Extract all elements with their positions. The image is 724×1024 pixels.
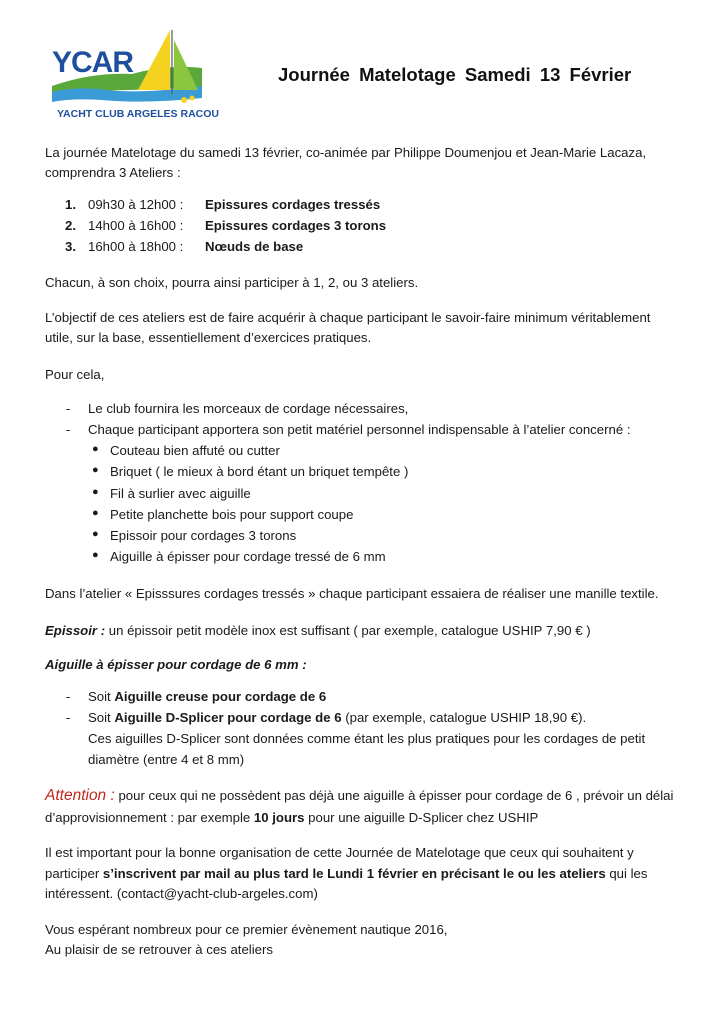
needle-item [88,710,586,725]
textile-text: Dans l’atelier « Episssures cordages tressés » chaque participant essaiera de réaliser une manille textile. [45,586,659,601]
equipment-item: Aiguille à épisser pour cordage tressé de 6 mm [110,549,386,564]
ycar-logo [52,28,219,124]
for-this-text: Pour cela, [45,367,105,382]
workshop-number: 1. [65,197,76,212]
registration-deadline: s’inscrivent par mail au plus tard le Lundi 1 février en précisant le ou les ateliers [102,866,606,881]
bullet-icon: ● [92,549,99,561]
needle-item-name: Aiguille creuse pour cordage de 6 [114,689,327,704]
workshop-name: Nœuds de base [205,239,304,254]
epissoir-label: Epissoir : [45,623,106,638]
bullet-icon: ● [92,486,99,498]
closing-line-2: Au plaisir de se retrouver à ces ateliers [45,942,273,957]
intro-line-1: La journée Matelotage du samedi 13 février, co-animée par Philippe Doumenjou et Jean-Marie Lacaza, [45,145,647,160]
workshop-item [65,239,303,254]
workshop-number: 3. [65,239,76,254]
registration-line-1: Il est important pour la bonne organisation de cette Journée de Matelotage que ceux qui souhaitent y [45,845,634,860]
needle-item-prefix: Soit [88,689,115,704]
workshop-name: Epissures cordages tressés [205,197,381,212]
needle-note-line-1: Ces aiguilles D-Splicer sont données comme étant les plus pratiques pour les cordages de petit [88,731,646,746]
registration-suffix: qui les [605,866,648,881]
needle-item-prefix: Soit [88,710,115,725]
objective-line-1: L’objectif de ces ateliers est de faire acquérir à chaque participant le savoir-faire minimum véritablement [45,310,651,325]
attention-line-1 [45,786,673,806]
dash-marker: - [66,422,71,437]
attention-prefix: d’approvisionnement : par exemple [45,810,254,825]
registration-prefix: participer [45,866,103,881]
bullet-icon: ● [92,507,99,519]
closing-line-1: Vous espérant nombreux pour ce premier évènement nautique 2016, [45,922,448,937]
needle-heading: Aiguille à épisser pour cordage de 6 mm : [45,657,307,672]
attention-label: Attention : [45,787,115,804]
objective-line-2: utile, sur la base, essentiellement d’exercices pratiques. [45,330,372,345]
registration-line-2 [45,864,647,884]
bullet-icon: ● [92,464,99,476]
logo-subtitle: YACHT CLUB ARGELES RACOU [57,108,219,120]
bullet-icon: ● [92,443,99,455]
equipment-item: Briquet ( le mieux à bord étant un briquet tempête ) [110,464,409,479]
attention-line-2 [45,808,538,828]
needle-item-suffix: (par exemple, catalogue USHIP 18,90 €). [341,710,587,725]
needle-note-line-2: diamètre (entre 4 et 8 mm) [88,752,245,767]
registration-line-3: intéressent. (contact@yacht-club-argeles.com) [45,886,318,901]
attention-delay: 10 jours [253,810,305,825]
dash-item: Le club fournira les morceaux de cordage nécessaires, [88,401,409,416]
needle-item [88,689,326,704]
workshop-time: 16h00 à 18h00 : [88,239,184,254]
attention-text: pour ceux qui ne possèdent pas déjà une aiguille à épisser pour cordage de 6 , prévoir un délai [114,788,674,803]
page-title: Journée Matelotage Samedi 13 Février [278,64,632,85]
equipment-item: Petite planchette bois pour support coupe [110,507,354,522]
logo-text: YCAR [52,46,134,79]
attention-suffix: pour une aiguille D-Splicer chez USHIP [304,810,539,825]
choice-text: Chacun, à son choix, pourra ainsi participer à 1, 2, ou 3 ateliers. [45,275,419,290]
dash-marker: - [66,689,71,704]
workshop-time: 14h00 à 16h00 : [88,218,184,233]
equipment-item: Fil à surlier avec aiguille [110,486,251,501]
dash-item: Chaque participant apportera son petit matériel personnel indispensable à l’atelier concerné : [88,422,631,437]
workshop-time: 09h30 à 12h00 : [88,197,184,212]
epissoir-desc: un épissoir petit modèle inox est suffisant ( par exemple, catalogue USHIP 7,90 € ) [105,623,591,638]
bullet-icon: ● [92,528,99,540]
dash-marker: - [66,710,71,725]
dash-marker: - [66,401,71,416]
workshop-number: 2. [65,218,76,233]
equipment-item: Epissoir pour cordages 3 torons [110,528,297,543]
workshop-item [65,218,386,233]
intro-line-2: comprendra 3 Ateliers : [45,165,181,180]
epissoir-text [45,621,591,641]
workshop-item [65,197,380,212]
equipment-item: Couteau bien affuté ou cutter [110,443,280,458]
needle-item-name: Aiguille D-Splicer pour cordage de 6 [114,710,342,725]
workshop-name: Epissures cordages 3 torons [205,218,387,233]
